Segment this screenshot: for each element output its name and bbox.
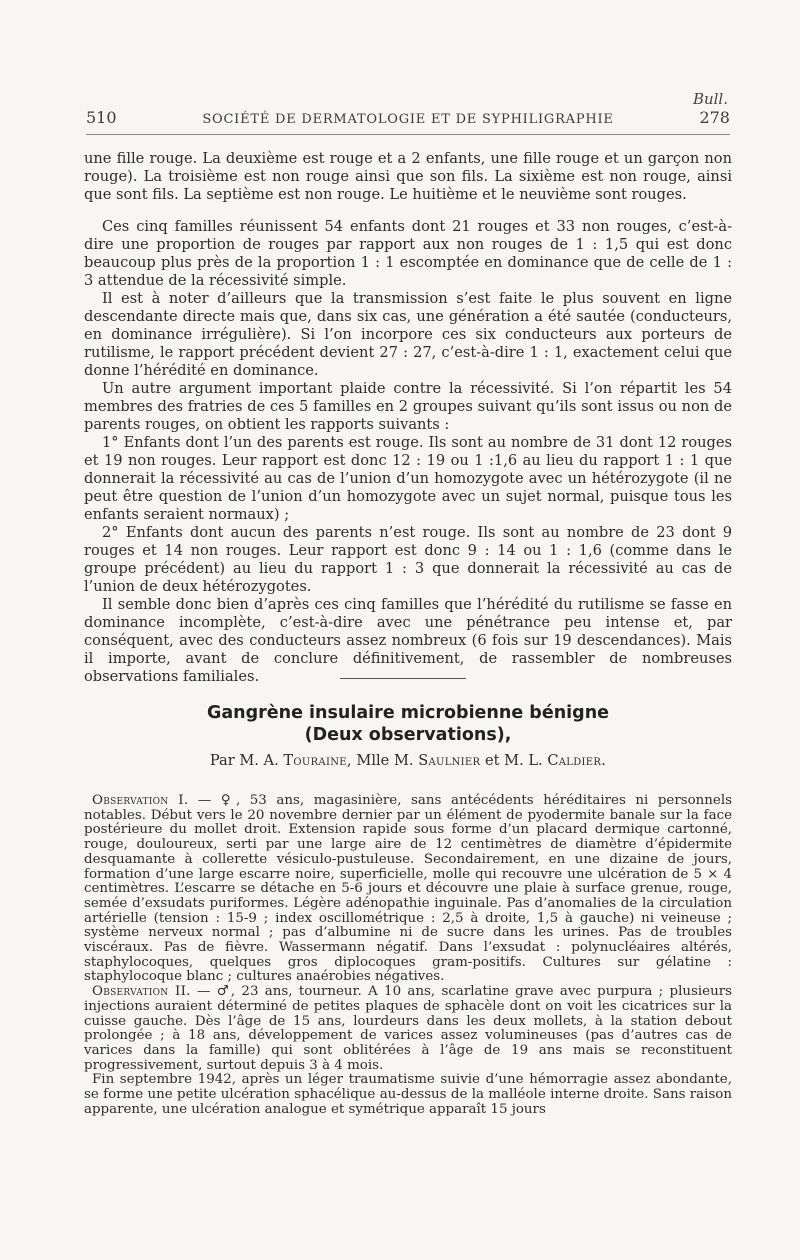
article-subtitle-line: (Deux observations), <box>304 725 512 745</box>
running-title: SOCIÉTÉ DE DERMATOLOGIE ET DE SYPHILIGRAPHIE <box>202 112 614 127</box>
author-name: Caldier. <box>547 752 607 769</box>
authors-prefix: Par M. A. <box>209 752 279 769</box>
article-title <box>84 702 732 746</box>
paragraph: une fille rouge. La deuxième est rouge et a 2 enfants, une fille rouge et un garçon non rouge). La troisième est non rouge ainsi que son fils. La sixième est non rouge, ainsi que sont fils. La septième est non rouge. Le huitième et le neuvième sont rouges. <box>84 150 732 203</box>
paragraph: Un autre argument important plaide contre la récessivité. Si l’on répartit les 54 membres des fratries de ces 5 familles en 2 groupes suivant qu’ils sont issus ou non de parents rouges, on obtient les rapports suivants : <box>84 380 732 433</box>
paragraph: Il est à noter d’ailleurs que la transmission s’est faite le plus souvent en ligne descendante directe mais que, dans six cas, une génération a été sautée (conducteurs, en dominance irrégulière). Si l’on incorpore ces six conducteurs aux porteurs de rutilisme, le rapport précédent devient 27 : 27, c’est-à-dire 1 : 1, exactement celui que donne l’hérédité en dominance. <box>84 290 732 379</box>
header-divider <box>86 134 730 135</box>
observation-paragraph <box>84 794 732 985</box>
observation-body: Fin septembre 1942, après un léger traumatisme suivie d’une hémorragie assez abondante, se forme une petite ulcération sphacélique au-dessus de la malléole interne droite. Sans raison apparente, une ulcération analogue et symétrique apparaît 15 jours <box>84 1072 732 1117</box>
paragraph: Il semble donc bien d’après ces cinq familles que l’hérédité du rutilisme se fasse en dominance incomplète, c’est-à-dire avec une pénétrance peu intense et, par conséquent, avec des conducteurs assez nombreux (6 fois sur 19 descendances). Mais il importe, avant de conclure définitivement, de rassembler de nombreuses observations familiales. <box>84 596 732 685</box>
authors-line <box>84 752 732 769</box>
journal-abbreviation: Bull. <box>692 90 728 108</box>
section-divider <box>340 678 466 679</box>
page-number-right: 278 <box>699 108 730 127</box>
running-header <box>86 108 730 127</box>
page-number-left: 510 <box>86 108 117 127</box>
observation-label: Observation I. <box>92 793 189 808</box>
paragraph: Ces cinq familles réunissent 54 enfants dont 21 rouges et 33 non rouges, c’est-à-dire une proportion de rouges par rapport aux non rouges de 1 : 1,5 qui est donc beaucoup plus près de la proportion 1 : 1 escomptée en dominance que de celle de 1 : 3 attendue de la récessivité simple. <box>84 218 732 289</box>
continuation-text <box>84 150 732 686</box>
observation-label: Observation II. <box>92 984 191 1000</box>
observation-paragraph <box>84 1073 732 1117</box>
author-name: Saulnier <box>418 752 481 769</box>
observations-text <box>84 794 732 1117</box>
authors-mlle: Mlle M. <box>356 752 414 769</box>
observation-body: — ♀, 53 ans, magasinière, sans antécédents héréditaires ni personnels notables. Début vers le 20 novembre dernier par un élément de pyodermite banale sur la face postérieure du mollet droit. Extension rapide sous forme d’un placard dermique cartonné, rouge, douloureux, serti par une large aire de 12 centimètres de diamètre d’épidermite desquamante à collerette vésiculo-pustuleuse. Secondairement, en une dizaine de jours, formation d’une large escarre noire, superficielle, molle qui recouvre une ulcération de 5 × 4 centimètres. L’escarre se détache en 5-6 jours et découvre une plaie à surface grenue, rouge, semée d’exsudats puriformes. Légère adénopathie inguinale. Pas d’anomalies de la circulation artérielle (tension : 15-9 ; index oscillométrique : 2,5 à droite, 1,5 à gauche) ni veineuse ; système nerveux normal ; pas d’albumine ni de sucre dans les urines. Pas de troubles viscéraux. Pas de fièvre. Wassermann négatif. Dans l’exsudat : polynucléaires altérés, staphylocoques, quelques gros diplocoques gram-positifs. Cultures sur gélatine : staphylocoque blanc ; cultures anaérobies négatives. <box>84 793 733 985</box>
author-name: Touraine, <box>283 752 352 769</box>
paragraph: 1° Enfants dont l’un des parents est rouge. Ils sont au nombre de 31 dont 12 rouges et 19 non rouges. Leur rapport est donc 12 : 19 ou 1 :1,6 au lieu du rapport 1 : 1 que donnerait la récessivité au cas de l’union d’un homozygote avec un hétérozygote (il ne peut être question de l’union d’un homozygote avec un sujet normal, puisque tous les enfants seraient normaux) ; <box>84 434 732 523</box>
authors-et: et M. L. <box>484 752 543 769</box>
observation-paragraph <box>84 985 732 1073</box>
article-title-line: Gangrène insulaire microbienne bénigne <box>206 703 610 723</box>
paragraph: 2° Enfants dont aucun des parents n’est rouge. Ils sont au nombre de 23 dont 9 rouges et 14 non rouges. Leur rapport est donc 9 : 14 ou 1 : 1,6 (comme dans le groupe précédent) au lieu du rapport 1 : 3 que donnerait la récessivité au cas de l’union de deux hétérozygotes. <box>84 524 732 595</box>
observation-body: — ♂, 23 ans, tourneur. A 10 ans, scarlatine grave avec purpura ; plusieurs injections auraient déterminé de petites plaques de sphacèle dont on voit les cicatrices sur la cuisse gauche. Dès l’âge de 15 ans, lourdeurs dans les deux mollets, à la station debout prolongée ; à 18 ans, développement de varices assez volumineuses (pas d’autres cas de varices dans la famille) qui sont oblitérées à l’âge de 19 ans mais se reconstituent progressivement, surtout depuis 3 à 4 mois. <box>84 984 732 1073</box>
